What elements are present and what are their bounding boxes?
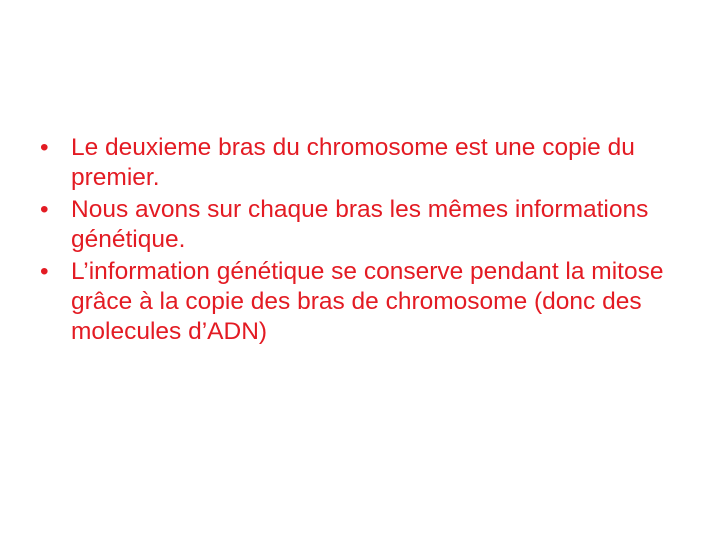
bullet-text: Nous avons sur chaque bras les mêmes informations génétique. <box>71 196 649 253</box>
bullet-item <box>40 257 680 347</box>
bullet-item <box>40 195 680 255</box>
bullet-list <box>40 133 680 349</box>
bullet-item <box>40 133 680 193</box>
bullet-text: Le deuxieme bras du chromosome est une copie du premier. <box>71 134 635 191</box>
bullet-dot-icon: • <box>40 134 49 161</box>
bullet-dot-icon: • <box>40 196 49 223</box>
bullet-dot-icon: • <box>40 258 49 285</box>
bullet-text: L’information génétique se conserve pendant la mitose grâce à la copie des bras de chromosome (donc des molecules d’ADN) <box>71 258 664 345</box>
